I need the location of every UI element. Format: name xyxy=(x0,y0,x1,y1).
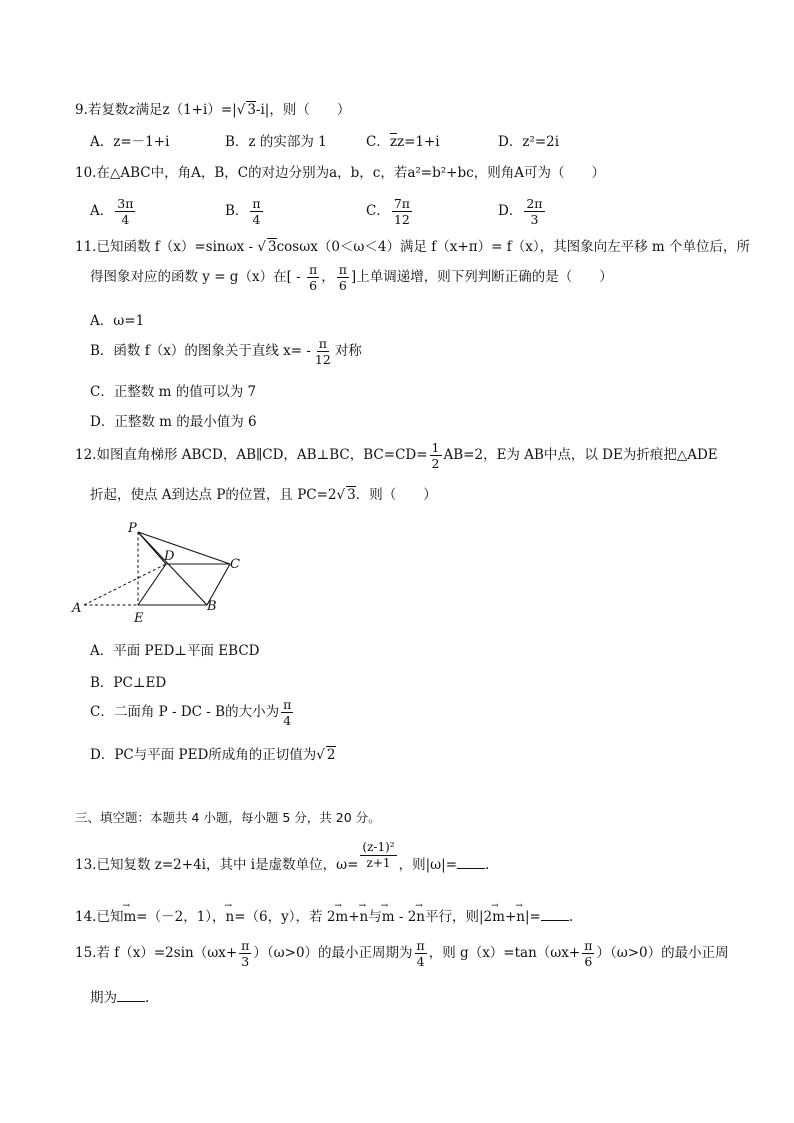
q13-answer-blank[interactable] xyxy=(457,856,485,869)
label-P: P xyxy=(128,521,137,536)
label-E: E xyxy=(134,611,144,626)
edge-PB xyxy=(138,532,207,605)
q14-answer-blank[interactable] xyxy=(541,908,569,921)
q11-line2: 得图象对应的函数 y = g（x）在[ - $\frac{\pi}{6}$ ， $\frac{\pi}{6}$ ]上单调递增，则下列判断正确的是（ ） xyxy=(90,262,613,293)
q10-option-c: C． $\frac{7\pi}{12}$ xyxy=(366,196,411,227)
q12-line2: 折起，使点 A到达点 P的位置，且 PC=2√ 3．则（ ） xyxy=(90,487,437,503)
label-C: C xyxy=(230,557,240,572)
q10-option-b: B． $\frac{\pi}{4}$ xyxy=(225,196,261,227)
q12-line1: 12.如图直角梯形 ABCD，AB∥CD，AB⊥BC，BC=CD= $\frac{1}{2}$ AB=2，E为 AB中点，以 DE为折痕把△ADE xyxy=(75,440,718,471)
label-A: A xyxy=(72,601,82,616)
section-3-heading: 三、填空题：本题共 4 小题，每小题 5 分，共 20 分。 xyxy=(75,810,381,825)
q10-option-d: D． $\frac{2\pi}{3}$ xyxy=(498,196,543,227)
q9-option-b: B．z 的实部为 1 xyxy=(225,134,327,150)
q12-option-d: D．PC与平面 PED所成角的正切值为√ 2 xyxy=(90,747,336,763)
q10-stem: 10.在△ABC中，角A，B，C的对边分别为a，b，c，若a²=b²+bc，则角A可为（ ） xyxy=(75,165,605,181)
label-B: B xyxy=(207,599,217,614)
q13: 13.已知复数 z=2+4i，其中 i是虚数单位，ω= $\frac{\text{(z-1)²}}{z+1}$ ，则|ω|= . xyxy=(75,840,490,873)
q9-option-c: C．$\overline{z}z=1+i$ xyxy=(366,134,440,150)
edge-AD xyxy=(84,564,166,605)
q10-option-a: A． $\frac{3\pi}{4}$ xyxy=(90,196,134,227)
q9-var-z: z xyxy=(128,102,136,118)
q11-line1: 11.已知函数 f（x）=sinωx - √ 3cosωx（0＜ω＜4）满足 f（x+π）= f（x），其图象向左平移 m 个单位后，所 xyxy=(75,239,750,255)
q14: 14.已知→ m=（－2，1），→ n=（6，y），若 2→ m+→ n与→ m - 2→ n平行，则|2→ m+→ n|= . xyxy=(75,907,573,927)
sqrt-symbol: √ xyxy=(236,102,246,118)
q11-option-d: D．正整数 m 的最小值为 6 xyxy=(90,414,257,430)
edge-DE xyxy=(138,564,166,605)
q11-option-b: B．函数 f（x）的图象关于直线 x= - $\frac{\pi}{12}$ 对称 xyxy=(90,336,362,367)
q9-option-d: D．z²=2i xyxy=(498,134,560,150)
q12-figure xyxy=(70,518,260,628)
q9-option-a: A．z=－1+i xyxy=(90,134,170,150)
q12-option-b: B．PC⊥ED xyxy=(90,675,167,691)
q12-option-c: C．二面角 P - DC - B的大小为 $\frac{\pi}{4}$ xyxy=(90,697,292,728)
q11-option-c: C．正整数 m 的值可以为 7 xyxy=(90,384,257,400)
q15-answer-blank[interactable] xyxy=(117,989,145,1002)
q11-option-a: A．ω=1 xyxy=(90,313,145,329)
label-D: D xyxy=(164,549,175,564)
q12-option-a: A．平面 PED⊥平面 EBCD xyxy=(90,643,260,659)
q15-line2: 期为 . xyxy=(90,990,150,1006)
q9-stem: 9.若复数z满足z（1+i）=|√ 3-i|，则（ ） xyxy=(75,102,351,118)
q15-line1: 15.若 f（x）=2sin（ωx+ $\frac{\pi}{3}$ ）（ω>0）的最小正周期为 $\frac{\pi}{4}$ ，则 g（x）=tan（ωx+ $\frac{\pi}{6}$ ）（ω>0）的最小正周 xyxy=(75,938,729,969)
